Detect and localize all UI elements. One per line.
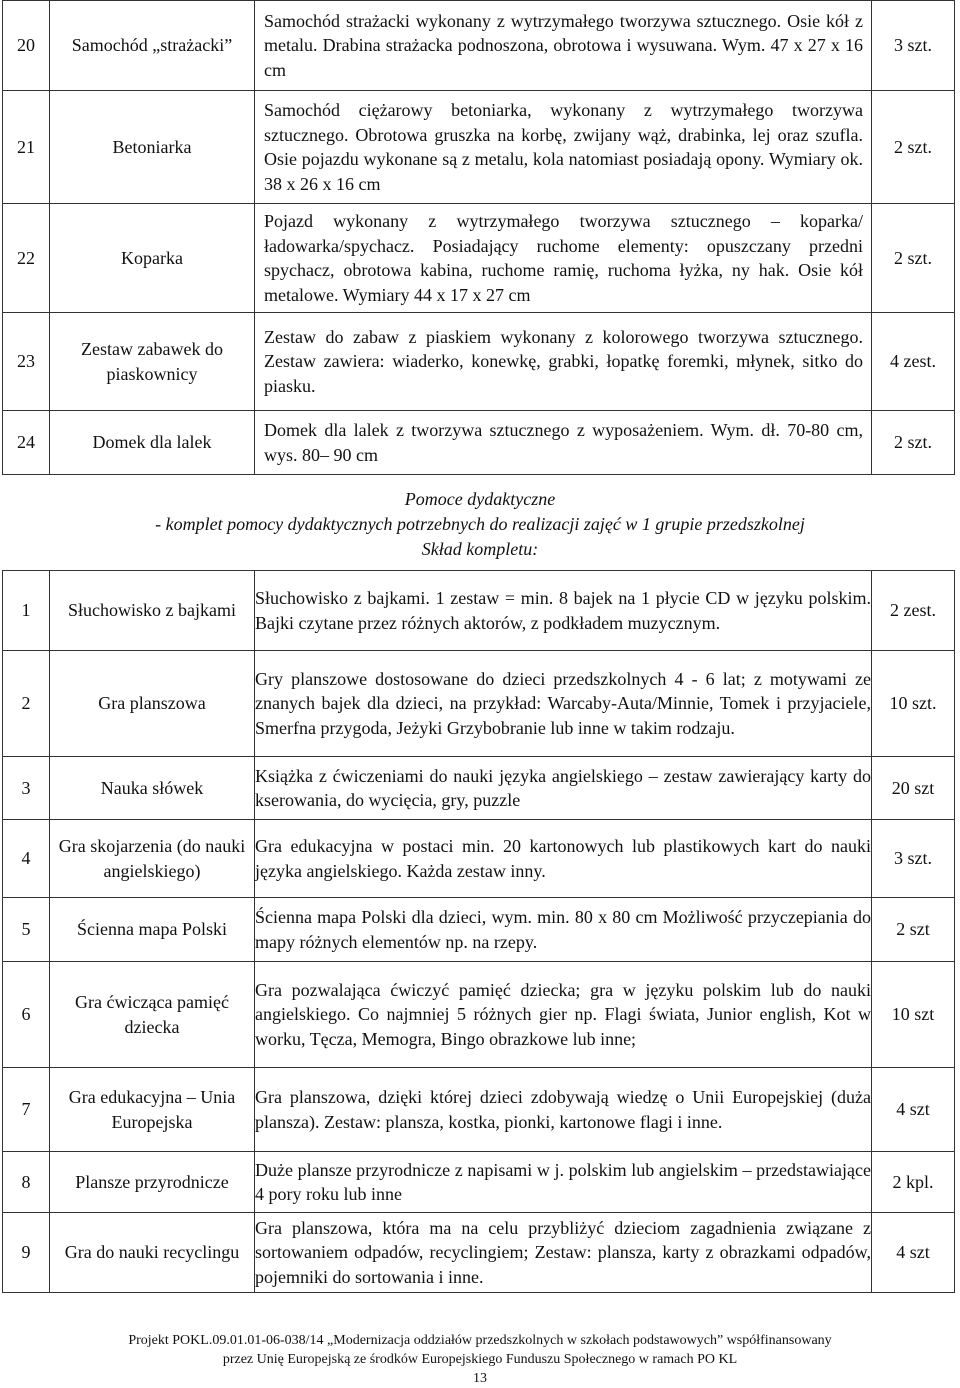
item-name: Ścienna mapa Polski	[50, 898, 255, 962]
item-quantity: 2 szt.	[872, 204, 955, 313]
table-row	[3, 1, 955, 91]
item-description: Domek dla lalek z tworzywa sztucznego z wyposażeniem. Wym. dł. 70-80 cm, wys. 80– 90 cm	[255, 411, 872, 475]
item-quantity: 20 szt	[872, 757, 955, 820]
page-footer	[0, 1331, 960, 1388]
table-row	[3, 898, 955, 962]
item-description: Gra pozwalająca ćwiczyć pamięć dziecka; gra w języku polskim lub do nauki angielskiego. Co najmniej 5 różnych gier np. Flagi świata, Junior english, Kot w worku, Tęcza, Memogra, Bingo obrazkowe lub inne;	[255, 962, 872, 1068]
row-number: 22	[3, 204, 50, 313]
item-description: Gry planszowe dostosowane do dzieci przedszkolnych 4 - 6 lat; z motywami ze znanych bajek dla dzieci, na przykład: Warcaby-Auta/Minnie, Tomek i przyjaciele, Smerfna przygoda, Jeżyki Grzybobranie lub inne w takim rodzaju.	[255, 651, 872, 757]
table-row	[3, 962, 955, 1068]
row-number: 6	[3, 962, 50, 1068]
item-name: Betoniarka	[50, 91, 255, 204]
row-number: 21	[3, 91, 50, 204]
table-row	[3, 313, 955, 411]
item-name: Nauka słówek	[50, 757, 255, 820]
item-name: Samochód „strażacki”	[50, 1, 255, 91]
item-name: Gra skojarzenia (do nauki angielskiego)	[50, 820, 255, 898]
row-number: 3	[3, 757, 50, 820]
row-number: 8	[3, 1152, 50, 1213]
item-quantity: 4 szt	[872, 1213, 955, 1293]
table-row	[3, 411, 955, 475]
item-description: Ścienna mapa Polski dla dzieci, wym. min. 80 x 80 cm Możliwość przyczepiania do mapy różnych elementów np. na rzepy.	[255, 898, 872, 962]
section-subtitle: - komplet pomocy dydaktycznych potrzebnych do realizacji zajęć w 1 grupie przedszkolnej	[155, 514, 805, 534]
item-quantity: 4 zest.	[872, 313, 955, 411]
item-description: Słuchowisko z bajkami. 1 zestaw = min. 8 bajek na 1 płycie CD w języku polskim. Bajki czytane przez różnych aktorów, z podkładem muzycznym.	[255, 571, 872, 651]
item-name: Domek dla lalek	[50, 411, 255, 475]
item-quantity: 2 zest.	[872, 571, 955, 651]
item-quantity: 10 szt.	[872, 651, 955, 757]
item-quantity: 3 szt.	[872, 1, 955, 91]
table-row	[3, 651, 955, 757]
row-number: 20	[3, 1, 50, 91]
table-row	[3, 91, 955, 204]
item-quantity: 2 szt.	[872, 91, 955, 204]
section-composition: Skład kompletu:	[421, 539, 539, 559]
row-number: 1	[3, 571, 50, 651]
item-description: Duże plansze przyrodnicze z napisami w j. polskim lub angielskim – przedstawiające 4 pory roku lub inne	[255, 1152, 872, 1213]
item-description: Gra edukacyjna w postaci min. 20 kartonowych lub plastikowych kart do nauki języka angielskiego. Każda zestaw inny.	[255, 820, 872, 898]
row-number: 2	[3, 651, 50, 757]
item-quantity: 2 kpl.	[872, 1152, 955, 1213]
item-quantity: 10 szt	[872, 962, 955, 1068]
item-name: Gra ćwicząca pamięć dziecka	[50, 962, 255, 1068]
table-row	[3, 1068, 955, 1152]
table-row	[3, 1152, 955, 1213]
item-description: Samochód strażacki wykonany z wytrzymałego tworzywa sztucznego. Osie kół z metalu. Drabina strażacka podnoszona, obrotowa i wysuwana. Wym. 47 x 27 x 16 cm	[255, 1, 872, 91]
section-header	[0, 487, 960, 562]
footer-project-line: Projekt POKL.09.01.01-06-038/14 „Modernizacja oddziałów przedszkolnych w szkołach podstawowych” współfinansowany	[128, 1333, 832, 1348]
items-table-teaching-aids	[2, 570, 955, 1293]
table-row	[3, 757, 955, 820]
row-number: 4	[3, 820, 50, 898]
page-number: 13	[473, 1371, 487, 1386]
item-name: Gra edukacyjna – Unia Europejska	[50, 1068, 255, 1152]
items-table-toys	[2, 0, 955, 475]
footer-funding-line: przez Unię Europejską ze środków Europejskiego Funduszu Społecznego w ramach PO KL	[222, 1352, 738, 1367]
row-number: 24	[3, 411, 50, 475]
item-quantity: 2 szt.	[872, 411, 955, 475]
item-name: Plansze przyrodnicze	[50, 1152, 255, 1213]
row-number: 5	[3, 898, 50, 962]
item-name: Koparka	[50, 204, 255, 313]
table-row	[3, 204, 955, 313]
item-description: Samochód ciężarowy betoniarka, wykonany z wytrzymałego tworzywa sztucznego. Obrotowa gruszka na korbę, zwijany wąż, drabinka, lej oraz szufla. Osie pojazdu wykonane są z metalu, kola natomiast posiadają opony. Wymiary ok. 38 x 26 x 16 cm	[255, 91, 872, 204]
table-row	[3, 820, 955, 898]
item-description: Zestaw do zabaw z piaskiem wykonany z kolorowego tworzywa sztucznego. Zestaw zawiera: wiaderko, konewkę, grabki, łopatkę foremki, młynek, sitko do piasku.	[255, 313, 872, 411]
item-quantity: 2 szt	[872, 898, 955, 962]
item-quantity: 4 szt	[872, 1068, 955, 1152]
table-row	[3, 1213, 955, 1293]
row-number: 7	[3, 1068, 50, 1152]
item-quantity: 3 szt.	[872, 820, 955, 898]
item-description: Książka z ćwiczeniami do nauki języka angielskiego – zestaw zawierający karty do kserowania, do wycięcia, gry, puzzle	[255, 757, 872, 820]
table-row	[3, 571, 955, 651]
item-name: Gra do nauki recyclingu	[50, 1213, 255, 1293]
row-number: 23	[3, 313, 50, 411]
item-name: Zestaw zabawek do piaskownicy	[50, 313, 255, 411]
item-name: Gra planszowa	[50, 651, 255, 757]
section-title: Pomoce dydaktyczne	[404, 489, 556, 509]
item-name: Słuchowisko z bajkami	[50, 571, 255, 651]
item-description: Pojazd wykonany z wytrzymałego tworzywa sztucznego – koparka/ładowarka/spychacz. Posiadający ruchome elementy: opuszczany przedni spychacz, obrotowa kabina, ruchome ramię, ruchoma łyżka, ny hak. Osie kół metalowe. Wymiary 44 x 17 x 27 cm	[255, 204, 872, 313]
item-description: Gra planszowa, która ma na celu przybliżyć dzieciom zagadnienia związane z sortowaniem odpadów, recyclingiem; Zestaw: plansza, karty z obrazkami odpadów, pojemniki do sortowania i inne.	[255, 1213, 872, 1293]
item-description: Gra planszowa, dzięki której dzieci zdobywają wiedzę o Unii Europejskiej (duża plansza). Zestaw: plansza, kostka, pionki, kartonowe flagi i inne.	[255, 1068, 872, 1152]
row-number: 9	[3, 1213, 50, 1293]
